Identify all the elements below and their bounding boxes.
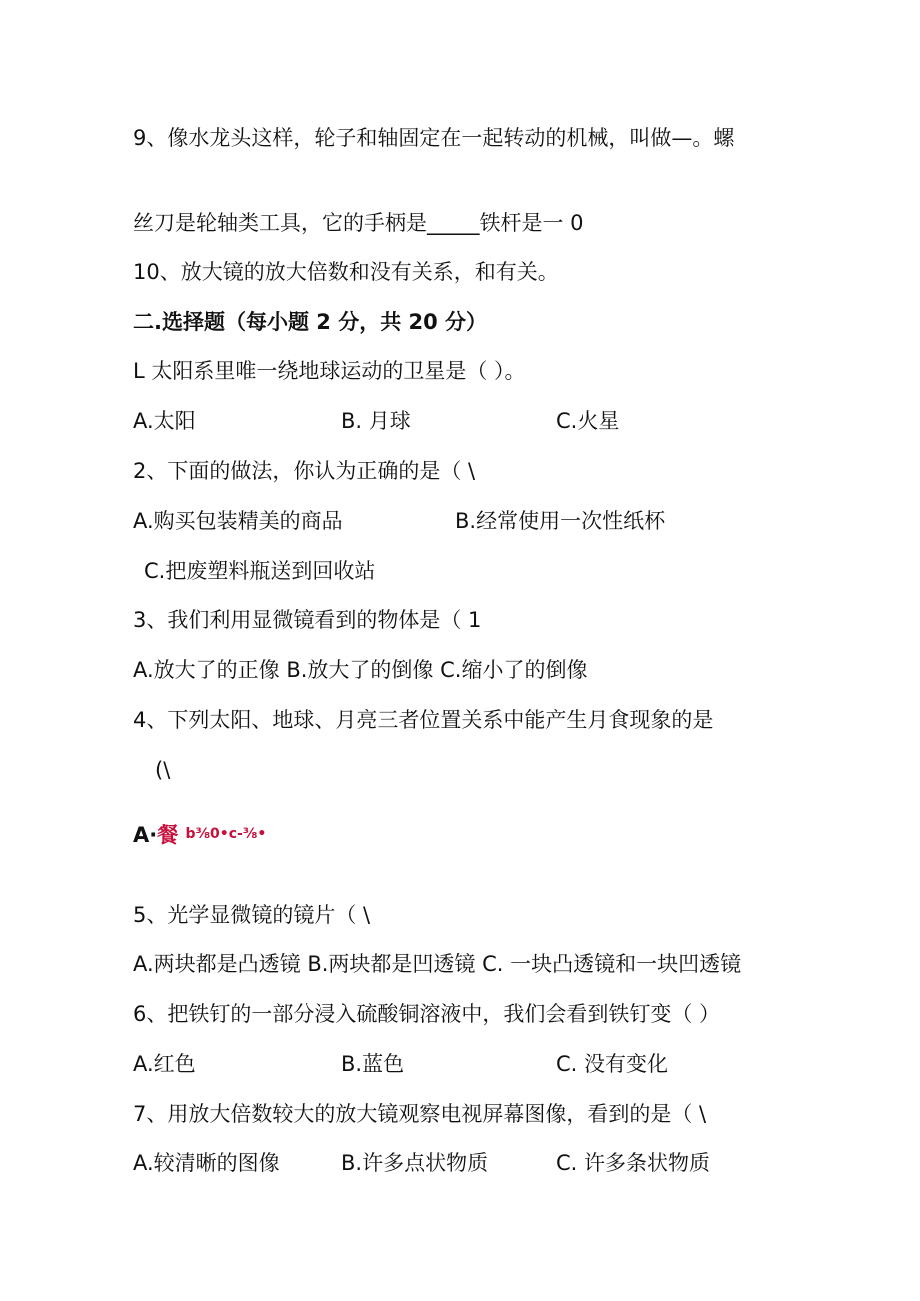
question-6-option-a: A.红色: [133, 1052, 196, 1076]
question-5-stem: 5、光学显微镜的镜片（ \: [133, 903, 371, 927]
garbled-b: 餐: [157, 823, 179, 847]
section-2-heading: 二.选择题（每小题 2 分，共 20 分）: [133, 310, 488, 334]
question-4-garbled-options: [133, 820, 266, 849]
question-1-stem: L 太阳系里唯一绕地球运动的卫星是（ ）。: [133, 359, 526, 383]
question-6-option-c: C. 没有变化: [556, 1052, 669, 1076]
question-3-stem: 3、我们利用显微镜看到的物体是（ 1: [133, 608, 482, 632]
question-2-option-a: A.购买包装精美的商品: [133, 509, 343, 533]
question-7-option-a: A.较清晰的图像: [133, 1151, 280, 1175]
question-2-option-b: B.经常使用一次性纸杯: [455, 509, 666, 533]
question-9-line-2: 丝刀是轮轴类工具，它的手柄是_____铁杆是一 0: [133, 211, 584, 235]
garbled-c: b⅜0•c-⅜•: [185, 826, 267, 842]
question-4-stem: 4、下列太阳、地球、月亮三者位置关系中能产生月食现象的是: [133, 708, 714, 732]
question-1-option-a: A.太阳: [133, 409, 196, 433]
question-6-option-b: B.蓝色: [341, 1052, 405, 1076]
question-1-option-b: B. 月球: [341, 409, 411, 433]
question-2-option-c: C.把废塑料瓶送到回收站: [144, 559, 376, 583]
question-9-line-1: 9、像水龙头这样，轮子和轴固定在一起转动的机械，叫做—。螺: [133, 126, 735, 150]
question-6-stem: 6、把铁钉的一部分浸入硫酸铜溶液中，我们会看到铁钉变（ ）: [133, 1002, 721, 1026]
garbled-a: A·: [133, 823, 158, 847]
question-3-options: A.放大了的正像 B.放大了的倒像 C.缩小了的倒像: [133, 658, 588, 682]
question-7-stem: 7、用放大倍数较大的放大镜观察电视屏幕图像，看到的是（ \: [133, 1102, 707, 1126]
question-2-stem: 2、下面的做法，你认为正确的是（ \: [133, 459, 476, 483]
question-1-option-c: C.火星: [556, 409, 620, 433]
question-7-option-b: B.许多点状物质: [341, 1151, 489, 1175]
question-5-options: A.两块都是凸透镜 B.两块都是凹透镜 C. 一块凸透镜和一块凹透镜: [133, 952, 742, 976]
question-4-stem-continued: (\: [155, 758, 171, 782]
question-10: 10、放大镜的放大倍数和没有关系，和有关。: [133, 260, 559, 284]
question-7-option-c: C. 许多条状物质: [556, 1151, 711, 1175]
